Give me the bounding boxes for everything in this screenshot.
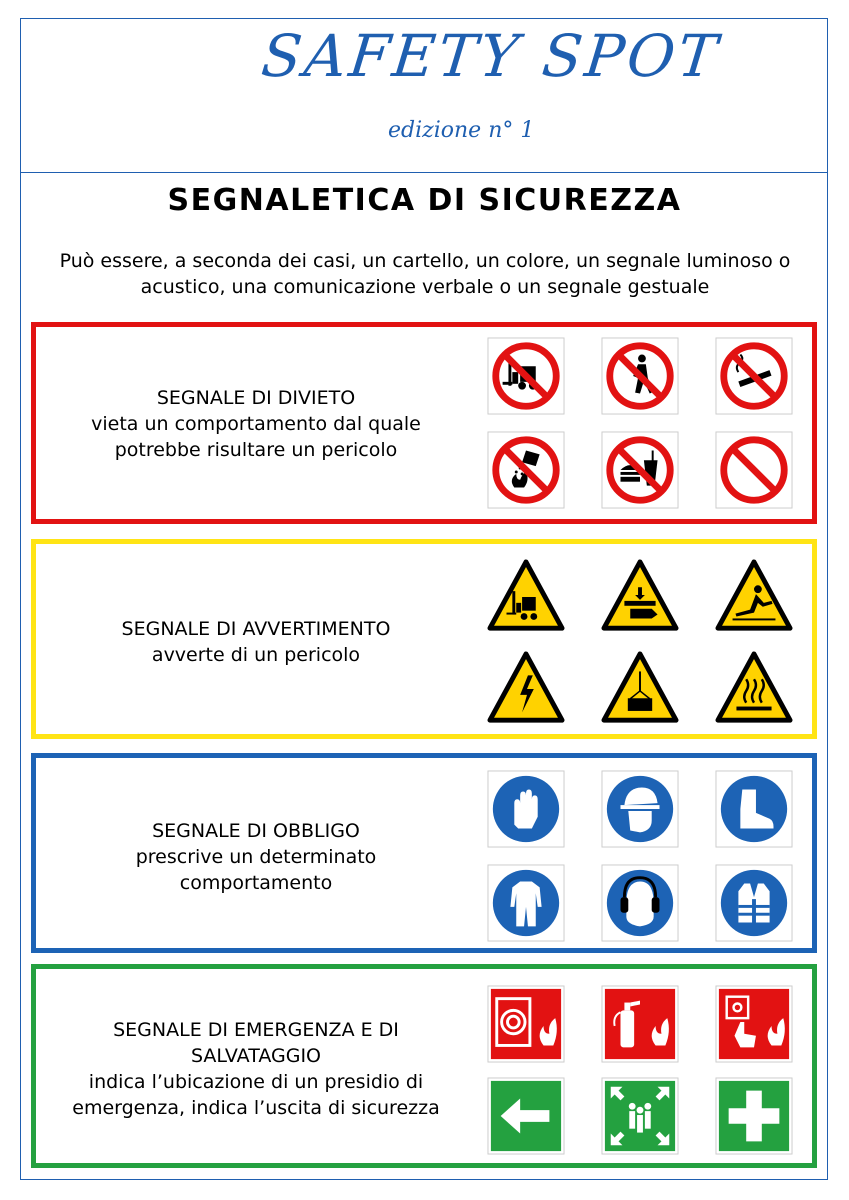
wear-gloves-icon: [487, 770, 565, 848]
section-heading: SALVATAGGIO: [190, 1045, 321, 1067]
suspended-load-warning-icon: [601, 650, 679, 728]
section-heading: SEGNALE DI EMERGENZA E DI: [113, 1019, 399, 1041]
no-food-drink-icon: [601, 431, 679, 509]
emergency-description: [36, 1017, 476, 1121]
wear-ear-protection-icon: [601, 864, 679, 942]
prohibition-section: [31, 322, 817, 524]
warning-section: [31, 539, 817, 739]
general-prohibition-icon: [715, 431, 793, 509]
section-heading: SEGNALE DI OBBLIGO: [152, 820, 360, 842]
no-forklift-icon: [487, 337, 565, 415]
slippery-surface-warning-icon: [715, 558, 793, 636]
no-water-on-fire-icon: [487, 431, 565, 509]
exit-arrow-left-icon: [487, 1077, 565, 1155]
section-text-line: comportamento: [179, 872, 333, 894]
section-text-line: prescrive un determinato: [135, 846, 377, 868]
electric-shock-warning-icon: [487, 650, 565, 728]
intro-line: Può essere, a seconda dei casi, un cartello, un colore, un segnale luminoso o: [59, 250, 791, 272]
header-divider: [20, 172, 828, 173]
page-title: SEGNALETICA DI SICUREZZA: [167, 183, 682, 218]
section-text-line: vieta un comportamento dal quale: [91, 413, 421, 435]
wear-helmet-icon: [601, 770, 679, 848]
mandatory-description: [36, 818, 476, 896]
wear-safety-boots-icon: [715, 770, 793, 848]
forklift-warning-icon: [487, 558, 565, 636]
section-text-line: avverte di un pericolo: [151, 644, 361, 666]
no-pedestrian-icon: [601, 337, 679, 415]
no-smoking-icon: [715, 337, 793, 415]
first-aid-cross-icon: [715, 1077, 793, 1155]
section-heading: SEGNALE DI DIVIETO: [156, 387, 356, 409]
fire-hose-icon: [487, 985, 565, 1063]
fire-extinguisher-icon: [601, 985, 679, 1063]
intro-text: [30, 248, 820, 300]
section-heading: SEGNALE DI AVVERTIMENTO: [121, 618, 391, 640]
wear-overalls-icon: [487, 864, 565, 942]
crush-hand-warning-icon: [601, 558, 679, 636]
warning-description: [36, 616, 476, 668]
safety-spot-logo: SAFETY SPOT: [258, 22, 724, 90]
fire-alarm-button-icon: [715, 985, 793, 1063]
assembly-point-icon: [601, 1077, 679, 1155]
hot-surface-warning-icon: [715, 650, 793, 728]
section-text-line: emergenza, indica l’uscita di sicurezza: [72, 1097, 440, 1119]
intro-line: acustico, una comunicazione verbale o un segnale gestuale: [140, 276, 710, 298]
edition-label: edizione n° 1: [388, 118, 535, 143]
emergency-section: [31, 964, 817, 1168]
wear-hi-vis-vest-icon: [715, 864, 793, 942]
prohibition-description: [36, 385, 476, 463]
mandatory-section: [31, 753, 817, 953]
section-text-line: potrebbe risultare un pericolo: [114, 439, 398, 461]
section-text-line: indica l’ubicazione di un presidio di: [88, 1071, 424, 1093]
